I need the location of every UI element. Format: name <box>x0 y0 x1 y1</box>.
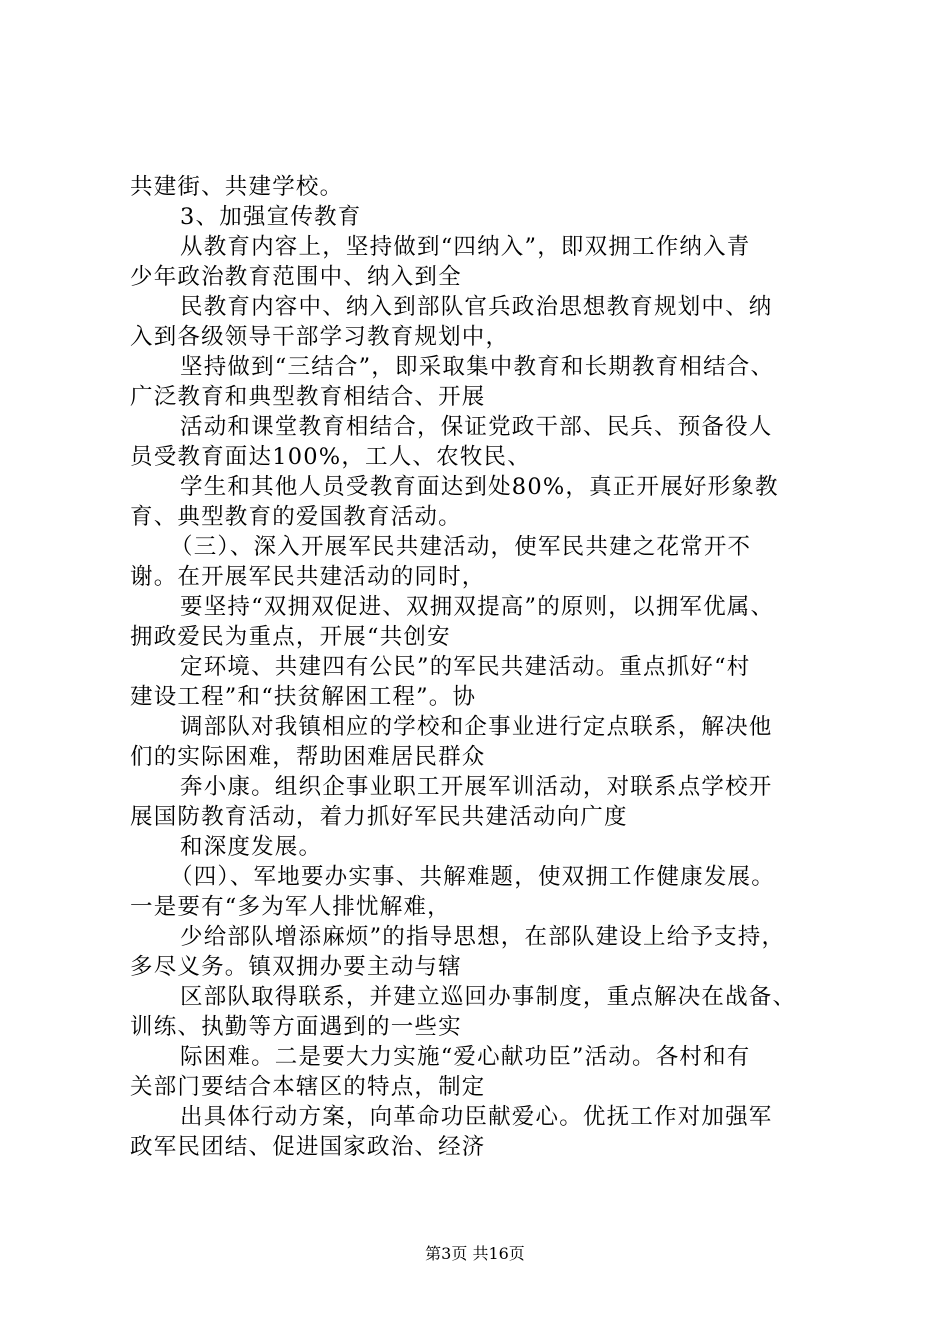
text-line: 奔小康。组织企事业职工开展军训活动，对联系点学校开 <box>180 774 773 800</box>
text-line: 政军民团结、促进国家政治、经济 <box>130 1134 486 1160</box>
text-line: 学生和其他人员受教育面达到处80%，真正开展好形象教 <box>180 474 779 500</box>
body-text <box>130 172 850 1162</box>
text-line: 少给部队增添麻烦”的指导思想，在部队建设上给予支持， <box>180 924 786 950</box>
text-line: 区部队取得联系，并建立巡回办事制度，重点解决在战备、 <box>180 984 797 1010</box>
text-line: （四）、军地要办实事、共解难题，使双拥工作健康发展。 <box>170 864 775 890</box>
text-line: 坚持做到“三结合”，即采取集中教育和长期教育相结合、 <box>180 354 775 380</box>
text-line: 活动和课堂教育相结合，保证党政干部、民兵、预备役人 <box>180 414 773 440</box>
text-line: 出具体行动方案，向革命功臣献爱心。优抚工作对加强军 <box>180 1104 773 1130</box>
text-line: 共建街、共建学校。 <box>130 174 344 200</box>
text-line: 际困难。二是要大力实施“爱心献功臣”活动。各村和有 <box>180 1044 751 1070</box>
text-line: 调部队对我镇相应的学校和企事业进行定点联系，解决他 <box>180 714 773 740</box>
text-line: 们的实际困难，帮助困难居民群众 <box>130 744 486 770</box>
text-line: 一是要有“多为军人排忧解难， <box>130 894 451 920</box>
text-line: 谢。在开展军民共建活动的同时， <box>130 564 486 590</box>
text-line: 拥政爱民为重点，开展“共创安 <box>130 624 451 650</box>
text-line: 少年政治教育范围中、纳入到全 <box>130 264 462 290</box>
text-line: 从教育内容上，坚持做到“四纳入”，即双拥工作纳入青 <box>180 234 751 260</box>
text-line: 3、加强宣传教育 <box>180 204 362 230</box>
text-line: 要坚持“双拥双促进、双拥双提高”的原则，以拥军优属、 <box>180 594 775 620</box>
text-line: 民教育内容中、纳入到部队官兵政治思想教育规划中、纳 <box>180 294 773 320</box>
text-line: 训练、执勤等方面遇到的一些实 <box>130 1014 462 1040</box>
text-line: 定环境、共建四有公民”的军民共建活动。重点抓好“村 <box>180 654 751 680</box>
text-line: 员受教育面达100%，工人、农牧民、 <box>130 444 531 470</box>
text-line: 广泛教育和典型教育相结合、开展 <box>130 384 486 410</box>
text-line: 和深度发展。 <box>180 834 323 860</box>
text-line: 多尽义务。镇双拥办要主动与辖 <box>130 954 462 980</box>
text-line: 育、典型教育的爱国教育活动。 <box>130 504 462 530</box>
text-line: 入到各级领导干部学习教育规划中， <box>130 324 510 350</box>
text-line: 展国防教育活动，着力抓好军民共建活动向广度 <box>130 804 628 830</box>
text-line: （三）、深入开展军民共建活动，使军民共建之花常开不 <box>170 534 752 560</box>
text-line: 关部门要结合本辖区的特点，制定 <box>130 1074 486 1100</box>
page-footer: 第3页 共16页 <box>425 1244 525 1263</box>
text-line: 建设工程”和“扶贫解困工程”。协 <box>130 684 477 710</box>
